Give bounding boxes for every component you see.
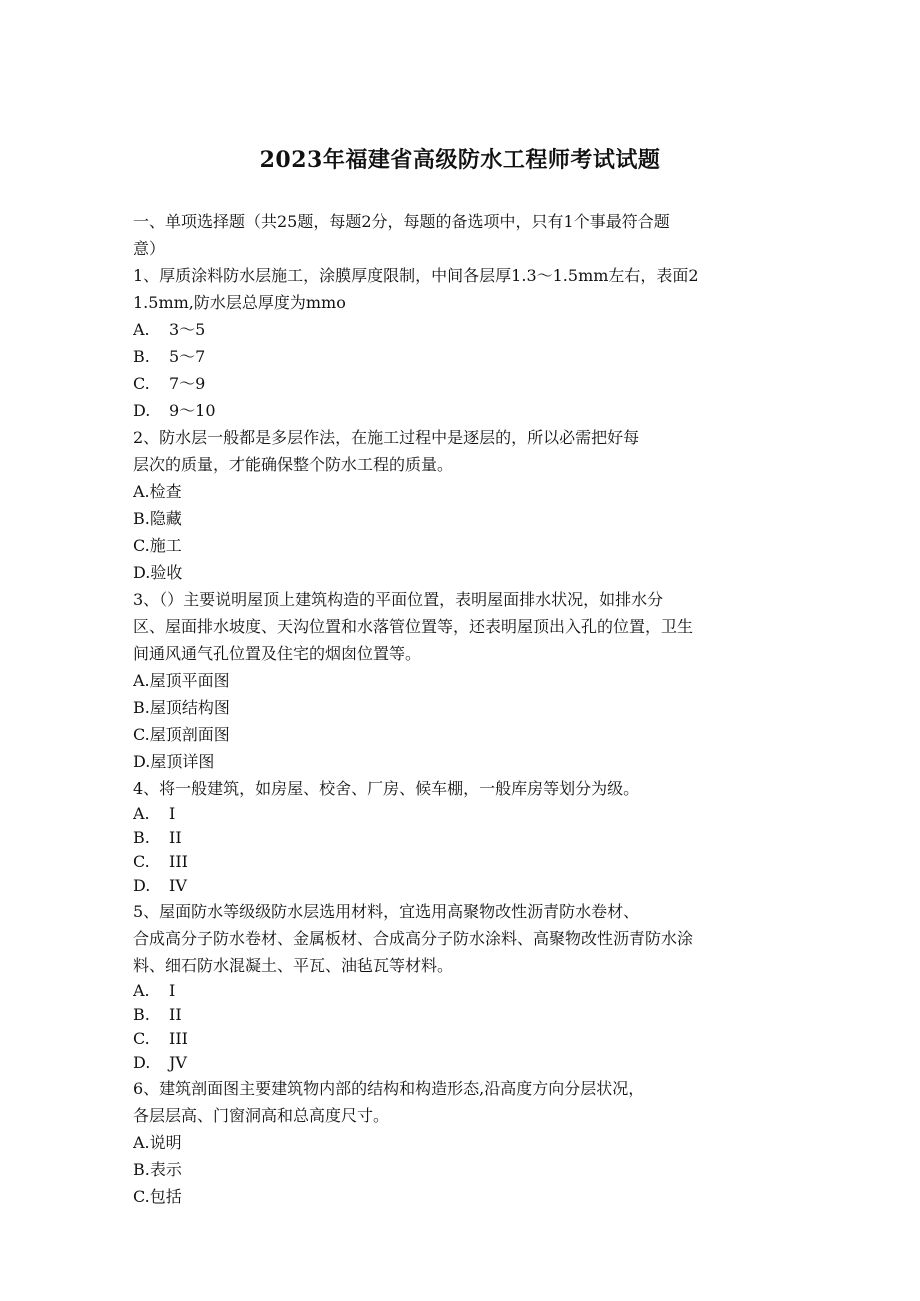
question-4 [133, 775, 788, 898]
option-letter: B. [133, 1005, 150, 1024]
option-letter: D. [133, 876, 151, 895]
option-letter: D. [133, 1053, 151, 1072]
option-letter: A. [133, 804, 150, 823]
question-text: 料、细石防水混凝土、平瓦、油毡瓦等材料。 [133, 956, 454, 975]
option-letter: A. [133, 981, 150, 1000]
option-text: JV [169, 1053, 187, 1072]
option-a: A.检查 [133, 482, 182, 501]
question-6 [133, 1075, 788, 1210]
option-text: 3～5 [169, 320, 206, 339]
option-text: 7～9 [169, 374, 206, 393]
option-b: B.屋顶结构图 [133, 698, 230, 717]
option-a [133, 979, 788, 1003]
option-a: A.说明 [133, 1133, 182, 1152]
question-text: 2、防水层一般都是多层作法，在施工过程中是逐层的，所以必需把好每 [133, 428, 640, 447]
question-text: 3、（）主要说明屋顶上建筑构造的平面位置，表明屋面排水状况，如排水分 [133, 590, 664, 609]
option-letter: C. [133, 1029, 150, 1048]
option-c [133, 1027, 788, 1051]
option-letter: B. [133, 347, 150, 366]
question-text: 4、将一般建筑，如房屋、校舍、厂房、候车棚，一般库房等划分为级。 [133, 779, 640, 798]
option-text: II [169, 1005, 182, 1024]
option-d [133, 874, 788, 898]
option-a: A.屋顶平面图 [133, 671, 230, 690]
option-c: C.包括 [133, 1187, 182, 1206]
option-b [133, 1003, 788, 1027]
option-d [133, 1051, 788, 1075]
option-c: C.屋顶剖面图 [133, 725, 230, 744]
option-a [133, 802, 788, 826]
option-c [133, 370, 788, 397]
question-1 [133, 262, 788, 424]
option-b: B.隐藏 [133, 509, 182, 528]
option-text: 9～10 [169, 401, 216, 420]
section-heading-continued: 意） [133, 239, 166, 258]
option-letter: D. [133, 401, 151, 420]
option-text: I [169, 804, 176, 823]
question-text: 1、厚质涂料防水层施工，涂膜厚度限制，中间各层厚1.3～1.5mm左右，表面2 [133, 266, 699, 285]
section-heading: 一、单项选择题（共25题，每题2分，每题的备选项中，只有1个事最符合题 [133, 212, 670, 231]
question-text: 6、建筑剖面图主要建筑物内部的结构和构造形态,沿高度方向分层状况， [133, 1079, 645, 1098]
option-a [133, 316, 788, 343]
option-text: II [169, 828, 182, 847]
option-c: C.施工 [133, 536, 182, 555]
option-c [133, 850, 788, 874]
exam-content [133, 208, 788, 1210]
option-letter: C. [133, 852, 150, 871]
question-3 [133, 586, 788, 775]
question-text: 1.5mm,防水层总厚度为mmo [133, 293, 346, 312]
option-b: B.表示 [133, 1160, 182, 1179]
question-text: 间通风通气孔位置及住宅的烟囱位置等。 [133, 644, 422, 663]
option-text: III [169, 852, 188, 871]
question-5 [133, 898, 788, 1075]
question-2 [133, 424, 788, 586]
question-text: 各层层高、门窗洞高和总高度尺寸。 [133, 1106, 390, 1125]
option-b [133, 343, 788, 370]
question-text: 层次的质量，才能确保整个防水工程的质量。 [133, 455, 454, 474]
question-text: 合成高分子防水卷材、金属板材、合成高分子防水涂料、高聚物改性沥青防水涂 [133, 929, 694, 948]
option-d [133, 397, 788, 424]
option-letter: B. [133, 828, 150, 847]
option-letter: A. [133, 320, 150, 339]
page-title: 2023年福建省高级防水工程师考试试题 [259, 147, 661, 173]
option-text: IV [169, 876, 187, 895]
option-text: III [169, 1029, 188, 1048]
option-b [133, 826, 788, 850]
option-d: D.验收 [133, 563, 183, 582]
option-text: I [169, 981, 176, 1000]
question-text: 5、屋面防水等级级防水层选用材料，宜选用高聚物改性沥青防水卷材、 [133, 902, 640, 921]
option-letter: C. [133, 374, 150, 393]
option-text: 5～7 [169, 347, 206, 366]
option-d: D.屋顶详图 [133, 752, 215, 771]
question-text: 区、屋面排水坡度、天沟位置和水落管位置等，还表明屋顶出入孔的位置，卫生 [133, 617, 694, 636]
